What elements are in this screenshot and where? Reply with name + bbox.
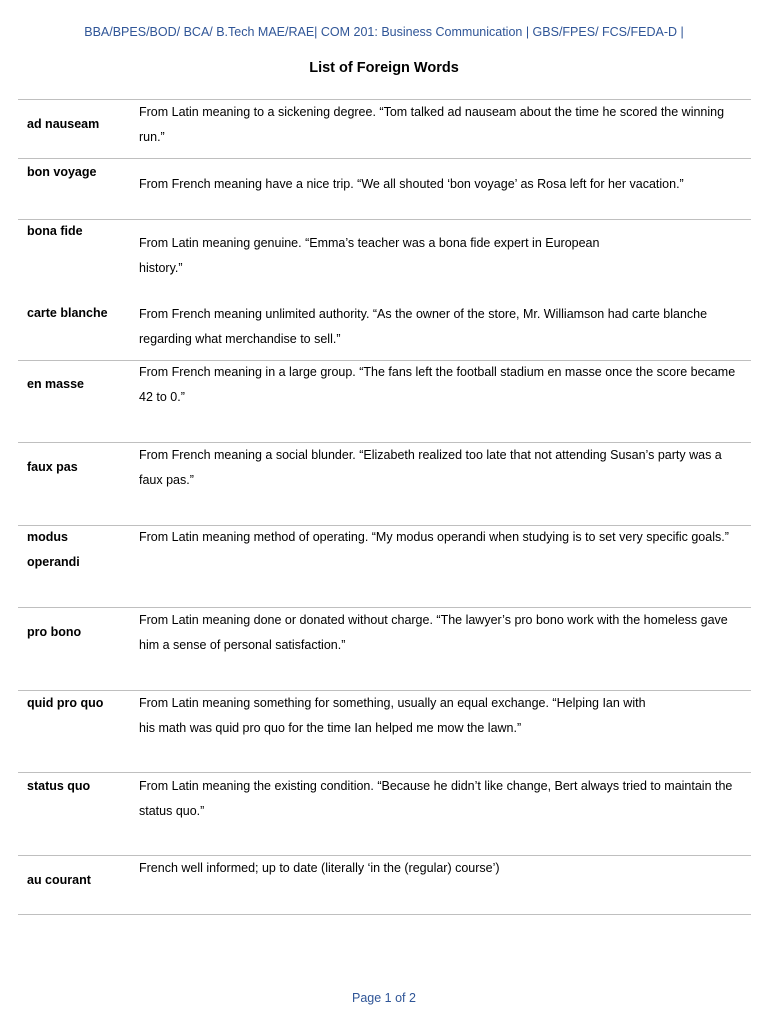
page-title: List of Foreign Words	[309, 60, 459, 76]
table-row	[18, 99, 751, 159]
definition: From Latin meaning the existing condition. “Because he didn’t like change, Bert always tried to maintain the status quo.”	[139, 779, 733, 818]
term: en masse	[27, 377, 84, 391]
page-header: BBA/BPES/BOD/ BCA/ B.Tech MAE/RAE| COM 201: Business Communication | GBS/FPES/ FCS/FEDA-D |	[84, 25, 684, 39]
definition: From Latin meaning something for something, usually an equal exchange. “Helping Ian with his math was quid pro quo for the time Ian helped me mow the lawn.”	[139, 696, 646, 735]
term: bon voyage	[27, 165, 97, 179]
definition: French well informed; up to date (literally ‘in the (regular) course’)	[139, 861, 500, 875]
term: status quo	[27, 779, 91, 793]
table-row	[18, 855, 751, 915]
term: ad nauseam	[27, 117, 100, 131]
definition: From Latin meaning method of operating. “My modus operandi when studying is to set very specific goals.”	[139, 530, 729, 544]
definition: From French meaning unlimited authority. “As the owner of the store, Mr. Williamson had carte blanche regarding what merchandise to sell.”	[139, 307, 708, 346]
definition: From Latin meaning to a sickening degree. “Tom talked ad nauseam about the time he scored the winning run.”	[139, 105, 725, 144]
definition: From Latin meaning done or donated without charge. “The lawyer’s pro bono work with the homeless gave him a sense of personal satisfaction.”	[139, 613, 728, 652]
term: carte blanche	[27, 306, 108, 320]
table-row	[18, 219, 751, 361]
table-row	[18, 442, 751, 526]
definition: From Latin meaning genuine. “Emma’s teacher was a bona fide expert in European history.”	[139, 236, 600, 275]
table-row	[18, 690, 751, 773]
definition: From French meaning a social blunder. “Elizabeth realized too late that not attending Susan’s party was a faux pas.”	[139, 448, 722, 487]
table-row	[18, 158, 751, 220]
table-row	[18, 607, 751, 691]
term: pro bono	[27, 625, 82, 639]
definition: From French meaning in a large group. “The fans left the football stadium en masse once the score became 42 to 0.”	[139, 365, 736, 404]
term: modus operandi	[27, 530, 80, 569]
definition: From French meaning have a nice trip. “We all shouted ‘bon voyage’ as Rosa left for her vacation.”	[139, 177, 684, 191]
term: quid pro quo	[27, 696, 104, 710]
term: bona fide	[27, 224, 83, 238]
page-number: Page 1 of 2	[352, 991, 416, 1005]
term: faux pas	[27, 460, 78, 474]
table-row	[18, 360, 751, 443]
table-row	[18, 772, 751, 856]
table-row	[18, 525, 751, 608]
term: au courant	[27, 873, 91, 887]
